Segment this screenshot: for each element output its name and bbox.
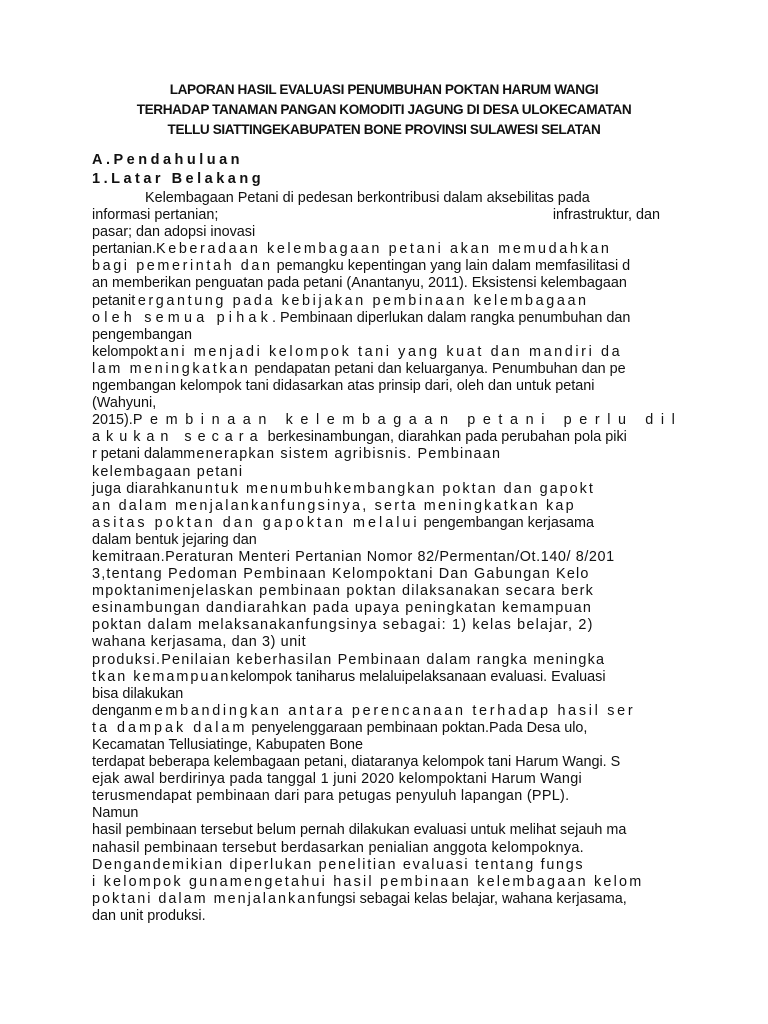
text-line: (Wahyuni, bbox=[92, 395, 157, 412]
text-line: poktani dalam menjalankanfungsi sebagai kelas belajar, wahana kerjasama, bbox=[92, 890, 627, 907]
text-line: terusmendapat pembinaan dari para petugas penyuluh lapangan (PPL). bbox=[92, 788, 570, 805]
text-line: hasil pembinaan tersebut belum pernah dilakukan evaluasi untuk melihat sejauh ma bbox=[92, 822, 627, 839]
text-line: ngembangan kelompok tani didasarkan atas prinsip dari, oleh dan untuk petani bbox=[92, 378, 595, 395]
text-line: informasi pertanian; infrastruktur, dan bbox=[92, 207, 660, 224]
text-line: kemitraan.Peraturan Menteri Pertanian Nomor 82/Permentan/Ot.140/ 8/201 bbox=[92, 548, 615, 565]
text-line: 3,tentang Pedoman Pembinaan Kelompoktani Dan Gabungan Kelo bbox=[92, 566, 590, 583]
text-line: esinambungan dandiarahkan pada upaya peningkatan kemampuan bbox=[92, 600, 593, 617]
title-line-3: TELLU SIATTINGEKABUPATEN BONE PROVINSI SULAWESI SELATAN bbox=[167, 122, 601, 137]
text-line: kelembagaan petani bbox=[92, 463, 244, 480]
text-line: tkan kemampuankelompok taniharus melaluipelaksanaan evaluasi. Evaluasi bbox=[92, 668, 606, 685]
text-line: mpoktanimenjelaskan pembinaan poktan dilaksanakan secara berk bbox=[92, 583, 594, 600]
text-line: dalam bentuk jejaring dan bbox=[92, 531, 257, 548]
text-line: i kelompok gunamengetahui hasil pembinaan kelembagaan kelom bbox=[92, 873, 644, 890]
title-line-1: LAPORAN HASIL EVALUASI PENUMBUHAN POKTAN HARUM WANGI bbox=[169, 82, 599, 97]
text-line: akukan secara berkesinambungan, diarahkan pada perubahan pola piki bbox=[92, 429, 627, 446]
text-line: nahasil pembinaan tersebut berdasarkan penialian anggota kelompoknya. bbox=[92, 839, 584, 856]
text-line: bagi pemerintah dan pemangku kepentingan yang lain dalam memfasilitasi d bbox=[92, 258, 631, 275]
text-line: Namun bbox=[92, 805, 139, 822]
text-line: 2015).Pembinaan kelembagaan petani perlu dil bbox=[92, 412, 683, 429]
text-line: Kelembagaan Petani di pedesan berkontribusi dalam aksebilitas pada bbox=[145, 190, 590, 206]
text-line: pertanian.Keberadaan kelembagaan petani akan memudahkan bbox=[92, 241, 612, 258]
text-line: Dengandemikian diperlukan penelitian evaluasi tentang fungs bbox=[92, 856, 585, 873]
title-line-2: TERHADAP TANAMAN PANGAN KOMODITI JAGUNG DI DESA ULOKECAMATAN bbox=[136, 102, 632, 117]
text-line: poktan dalam melaksanakanfungsinya sebagai: 1) kelas belajar, 2) bbox=[92, 617, 594, 634]
heading-pendahuluan: A.Pendahuluan bbox=[92, 152, 244, 168]
text-line: Kecamatan Tellusiatinge, Kabupaten Bone bbox=[92, 737, 363, 753]
text-line: kelompoktani menjadi kelompok tani yang kuat dan mandiri da bbox=[92, 343, 623, 360]
text-line: an dalam menjalankanfungsinya, serta meningkatkan kap bbox=[92, 497, 576, 514]
report-title bbox=[90, 80, 678, 140]
text-line: lam meningkatkan pendapatan petani dan keluarganya. Penumbuhan dan pe bbox=[92, 360, 626, 377]
text-line: asitas poktan dan gapoktan melalui pengembangan kerjasama bbox=[92, 514, 595, 531]
text-line: produksi.Penilaian keberhasilan Pembinaan dalam rangka meningka bbox=[92, 651, 606, 668]
text-line: dan unit produksi. bbox=[92, 907, 206, 924]
text-line: petanitergantung pada kebijakan pembinaan kelembagaan bbox=[92, 292, 589, 309]
text-line: ta dampak dalam penyelenggaraan pembinaan poktan.Pada Desa ulo, bbox=[92, 719, 588, 736]
text-line: denganmembandingkan antara perencanaan terhadap hasil ser bbox=[92, 702, 636, 719]
text-line: r petani dalammenerapkan sistem agribisnis. Pembinaan bbox=[92, 446, 502, 463]
text-line: an memberikan penguatan pada petani (Anantanyu, 2011). Eksistensi kelembagaan bbox=[92, 275, 627, 292]
text-line: wahana kerjasama, dan 3) unit bbox=[92, 634, 307, 651]
text-line: juga diarahkanuntuk menumbuhkembangkan poktan dan gapokt bbox=[92, 480, 595, 497]
heading-latar-belakang: 1.Latar Belakang bbox=[92, 171, 265, 187]
text-line: pengembangan bbox=[92, 326, 193, 343]
text-line: oleh semua pihak. Pembinaan diperlukan dalam rangka penumbuhan dan bbox=[92, 309, 631, 326]
body-text bbox=[92, 190, 682, 925]
text-line: pasar; dan adopsi inovasi bbox=[92, 224, 256, 241]
text-line: terdapat beberapa kelembagaan petani, diataranya kelompok tani Harum Wangi. S bbox=[92, 754, 621, 771]
text-line: ejak awal berdirinya pada tanggal 1 juni 2020 kelompoktani Harum Wangi bbox=[92, 771, 583, 788]
text-line: bisa dilakukan bbox=[92, 685, 184, 702]
